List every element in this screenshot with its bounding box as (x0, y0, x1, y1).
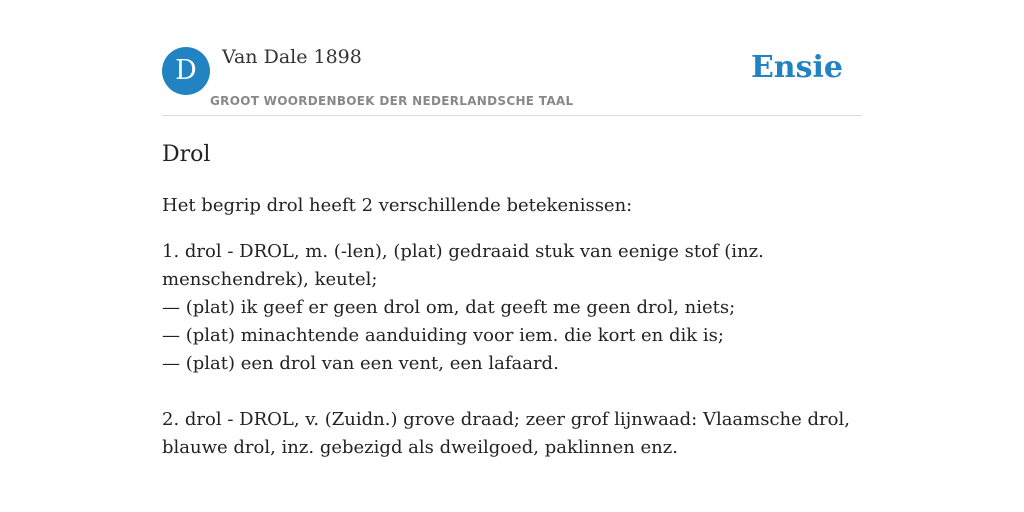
entry-intro: Het begrip drol heeft 2 verschillende betekenissen: (162, 195, 633, 216)
definition-line: 1. drol - DROL, m. (-len), (plat) gedraaid stuk van eenige stof (inz. menschendrek), keutel; (162, 241, 764, 290)
source-subtitle: GROOT WOORDENBOEK DER NEDERLANDSCHE TAAL (210, 94, 574, 108)
source-title[interactable]: Van Dale 1898 (222, 46, 362, 68)
definition-list (162, 238, 862, 462)
dictionary-card (162, 44, 862, 462)
definition-line: — (plat) een drol van een vent, een lafaard. (162, 353, 559, 374)
source-header (162, 44, 862, 116)
entry-term: Drol (162, 142, 211, 167)
ensie-logo[interactable]: Ensie (750, 50, 843, 85)
definition-line: — (plat) minachtende aanduiding voor iem. die kort en dik is; (162, 325, 724, 346)
definition-line: 2. drol - DROL, v. (Zuidn.) grove draad; zeer grof lijnwaad: Vlaamsche drol, blauwe drol, inz. gebezigd als dweilgoed, paklinnen enz. (162, 409, 850, 458)
definition-2 (162, 406, 862, 462)
source-logo[interactable]: D (162, 47, 210, 95)
definition-1 (162, 238, 862, 378)
definition-line: — (plat) ik geef er geen drol om, dat geeft me geen drol, niets; (162, 297, 736, 318)
